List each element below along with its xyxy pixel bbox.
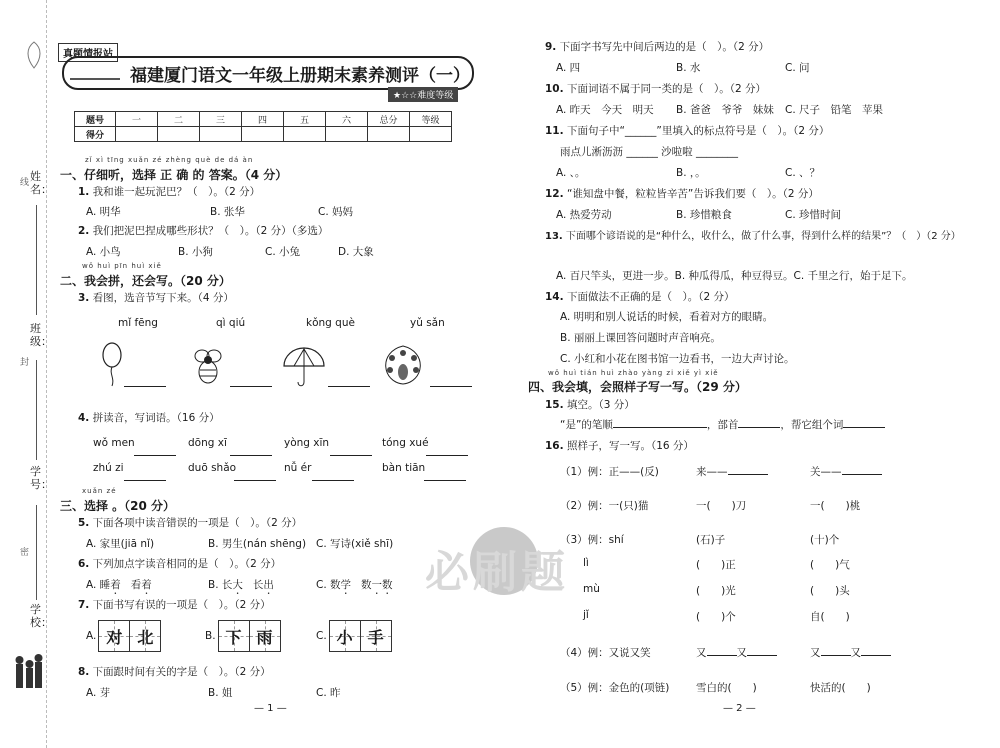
question-text: 下面做法不正确的是（ ）。（2 分） xyxy=(566,291,735,303)
grid-char: 下 xyxy=(225,627,242,647)
answer-blank[interactable] xyxy=(430,376,472,387)
score-cell: 题号 xyxy=(75,112,116,127)
class-label: 班级： xyxy=(30,322,52,348)
question-number: 14. xyxy=(545,291,564,303)
option-a[interactable]: A. 、。 xyxy=(556,167,586,179)
option-a[interactable]: A. 小鸟 xyxy=(86,246,121,258)
decorative-leaf-icon xyxy=(22,40,46,70)
grid-char: 北 xyxy=(137,627,154,647)
option-a[interactable]: A. 芽 xyxy=(86,687,111,699)
question-3 xyxy=(78,290,234,305)
option-c[interactable]: C. 小兔 xyxy=(265,246,301,258)
grid-char: 手 xyxy=(367,627,384,647)
name-label: 姓名： xyxy=(30,170,52,196)
sentence-line: 雨点儿淅沥沥 ______ 沙啦啦 ________ xyxy=(560,146,739,158)
score-cell: 二 xyxy=(158,112,200,127)
option-text: C. 数 xyxy=(316,579,341,591)
question-10 xyxy=(545,81,766,96)
score-cell: 总分 xyxy=(368,112,410,127)
pinyin-word: tóng xué xyxy=(382,437,429,449)
answer-blank[interactable] xyxy=(134,445,176,456)
answer-blank[interactable] xyxy=(842,464,882,475)
question-text: 下面哪个谚语说的是“种什么，收什么，做了什么事，得到什么样的结果”？（ ）（2 分） xyxy=(565,231,961,242)
tianzige-cell xyxy=(98,620,130,652)
example-item[interactable]: ( )光 xyxy=(696,585,736,597)
answer-blank[interactable] xyxy=(124,376,166,387)
question-12 xyxy=(545,186,819,201)
fill-text: “是”的笔顺 xyxy=(560,419,613,431)
question-number: 12. xyxy=(545,188,564,200)
grid-char: 小 xyxy=(336,627,353,647)
question-number: 15. xyxy=(545,399,564,411)
item-text: 来—— xyxy=(696,466,728,478)
watermark-text: 必刷题 xyxy=(425,547,569,598)
id-label: 学号： xyxy=(30,465,52,491)
question-number: 2. xyxy=(78,225,90,237)
example-label: （2）例：一(只)猫 xyxy=(560,500,649,512)
tianzige-cell xyxy=(360,620,392,652)
tianzige-cell xyxy=(329,620,361,652)
pinyin-label: lì xyxy=(583,557,589,569)
score-table-header-row xyxy=(75,112,452,127)
example-item[interactable]: 一( )刀 xyxy=(696,500,747,512)
example-item[interactable]: ( )头 xyxy=(810,585,850,597)
name-line xyxy=(36,205,37,315)
question-text: 我们把泥巴捏成哪些形状？（ ）。（2 分）（多选） xyxy=(92,225,329,237)
pinyin-word: dōng xī xyxy=(188,437,227,449)
example-label: （5）例：金色的(项链) xyxy=(560,682,670,694)
question-text: 下面字书写先中间后两边的是（ ）。（2 分） xyxy=(559,41,770,53)
page-title: 福建厦门语文一年级上册期末素养测评（一） xyxy=(130,65,470,86)
question-number: 8. xyxy=(78,666,90,678)
answer-blank[interactable] xyxy=(843,417,885,428)
bee-icon xyxy=(188,344,228,388)
answer-blank[interactable] xyxy=(747,645,777,656)
question-text: 填空。（3 分） xyxy=(566,399,635,411)
answer-blank[interactable] xyxy=(230,445,272,456)
option-b[interactable]: B. 姐 xyxy=(208,687,233,699)
question-text: 下面书写有误的一项是（ ）。（2 分） xyxy=(92,599,271,611)
option-b[interactable]: B. 水 xyxy=(676,62,701,74)
option-c[interactable]: C. 珍惜时间 xyxy=(785,209,842,221)
pinyin-word: yòng xīn xyxy=(284,437,330,449)
option-a[interactable] xyxy=(86,577,152,597)
question-number: 7. xyxy=(78,599,90,611)
option-label: A. xyxy=(86,630,97,642)
section2-heading: 二、我会拼，还会写。（20 分） xyxy=(60,274,231,288)
option-a-grid[interactable] xyxy=(86,620,161,652)
pinyin-label: jǐ xyxy=(583,609,589,621)
title-deco xyxy=(70,66,120,80)
option-b-grid[interactable] xyxy=(205,620,281,652)
dotted-char: 着 xyxy=(141,579,152,591)
score-cell: 四 xyxy=(242,112,284,127)
score-cell: 一 xyxy=(116,112,158,127)
umbrella-icon xyxy=(282,346,326,388)
pinyin-label: mù xyxy=(583,583,600,595)
score-input-cell[interactable] xyxy=(200,127,242,142)
syllable-option: kǒng què xyxy=(306,317,355,329)
tianzige-cell xyxy=(218,620,250,652)
question-14 xyxy=(545,289,734,304)
option-c[interactable]: C. 妈妈 xyxy=(318,206,354,218)
option-a[interactable]: A. 昨天 今天 明天 xyxy=(556,104,654,116)
question-number: 3. xyxy=(78,292,90,304)
example-item[interactable]: 雪白的( ) xyxy=(696,682,757,694)
balloon-icon xyxy=(100,342,124,388)
option-c[interactable]: C. 、？ xyxy=(785,167,821,179)
question-5 xyxy=(78,515,302,530)
item-text: 又 xyxy=(850,647,861,659)
answer-blank[interactable] xyxy=(707,645,737,656)
section3-heading: 三、选择 。（20 分） xyxy=(60,499,176,513)
fill-line xyxy=(560,417,885,432)
page-number-2: — 2 — xyxy=(723,703,756,714)
syllable-option: mǐ fēng xyxy=(118,317,158,329)
cut-mark-line: 线 xyxy=(20,178,30,188)
item-text: 关—— xyxy=(810,466,842,478)
option-text: 长 xyxy=(242,579,264,591)
question-text: 我和谁一起玩泥巴？（ ）。（2 分） xyxy=(92,186,261,198)
question-text: 下面跟时间有关的字是（ ）。（2 分） xyxy=(92,666,271,678)
option-b[interactable]: B. 男生(nán shēng) xyxy=(208,538,307,550)
answer-blank[interactable] xyxy=(613,417,707,428)
question-number: 16. xyxy=(545,440,564,452)
score-input-cell[interactable] xyxy=(410,127,452,142)
question-number: 5. xyxy=(78,517,90,529)
question-number: 1. xyxy=(78,186,90,198)
section4-heading: 四、我会填，会照样子写一写。（29 分） xyxy=(528,380,747,394)
option-b[interactable]: B. 丽丽上课回答问题时声音响亮。 xyxy=(560,332,721,344)
example-item: (石)子 xyxy=(696,534,726,546)
answer-blank[interactable] xyxy=(330,445,372,456)
grid-char: 雨 xyxy=(256,627,273,647)
option-d[interactable]: D. 大象 xyxy=(338,246,374,258)
dotted-char: 大 xyxy=(232,579,243,591)
option-c[interactable]: C. 昨 xyxy=(316,687,341,699)
example-item[interactable]: ( )正 xyxy=(696,559,736,571)
score-input-cell[interactable] xyxy=(284,127,326,142)
pinyin-word: bàn tiān xyxy=(382,462,426,474)
section1-heading: 一、仔细听，选择 正 确 的 答案。（4 分） xyxy=(60,168,288,182)
question-2 xyxy=(78,223,328,238)
answer-blank[interactable] xyxy=(728,464,768,475)
question-15 xyxy=(545,397,635,412)
options-line[interactable]: A. 百尺竿头，更进一步。B. 种瓜得瓜，种豆得豆。C. 千里之行，始于足下。 xyxy=(556,270,913,282)
question-number: 9. xyxy=(545,41,557,53)
question-text: 下列加点字读音相同的是（ ）。（2 分） xyxy=(92,558,282,570)
question-number: 13. xyxy=(545,231,563,242)
answer-blank[interactable] xyxy=(234,470,276,481)
peacock-icon xyxy=(378,342,428,388)
option-c[interactable]: C. 尺子 铅笔 苹果 xyxy=(785,104,884,116)
question-6 xyxy=(78,556,281,571)
score-input-cell[interactable] xyxy=(158,127,200,142)
example-item[interactable]: 一( )桃 xyxy=(810,500,861,512)
option-text: 数 xyxy=(351,579,372,591)
question-number: 11. xyxy=(545,125,564,137)
question-text: 看图，选音节写下来。（4 分） xyxy=(92,292,234,304)
dotted-char: 学 xyxy=(340,579,352,591)
example-label: （1）例：正——(反) xyxy=(560,466,659,478)
example-item[interactable]: ( )气 xyxy=(810,559,850,571)
syllable-option: yǔ sǎn xyxy=(410,317,445,329)
option-a[interactable]: A. 四 xyxy=(556,62,581,74)
option-c[interactable]: C. 写诗(xiě shī) xyxy=(316,538,394,550)
option-a[interactable]: A. 明明和别人说话的时候，看着对方的眼睛。 xyxy=(560,311,774,323)
pinyin-word: wǒ men xyxy=(93,437,135,449)
question-text: 下面各项中读音错误的一项是（ ）。（2 分） xyxy=(92,517,303,529)
pinyin-word: zhú zi xyxy=(93,462,124,474)
class-line xyxy=(36,360,37,460)
answer-blank[interactable] xyxy=(424,470,466,481)
example-item[interactable]: ( )个 xyxy=(696,611,736,623)
option-b[interactable] xyxy=(208,577,274,597)
question-text: “谁知盘中餐，粒粒皆辛苦”告诉我们要（ ）。（2 分） xyxy=(566,188,819,200)
pinyin-word: duō shǎo xyxy=(188,462,237,474)
dotted-char: 出 xyxy=(263,579,274,591)
option-a[interactable]: A. 家里(jiā nǐ) xyxy=(86,538,155,550)
question-4 xyxy=(78,410,220,425)
option-text: B. 长 xyxy=(208,579,233,591)
example-item: (十)个 xyxy=(810,534,840,546)
item-text: 又 xyxy=(696,647,707,659)
score-input-cell[interactable] xyxy=(368,127,410,142)
option-c-grid[interactable] xyxy=(316,620,392,652)
question-text: 下面词语不属于同一类的是（ ）。（2 分） xyxy=(566,83,766,95)
answer-blank[interactable] xyxy=(312,470,354,481)
answer-blank[interactable] xyxy=(124,470,166,481)
answer-blank[interactable] xyxy=(328,376,370,387)
dotted-char: 一数 xyxy=(371,579,393,591)
fill-text: ，帮它组个词 xyxy=(780,419,844,431)
exam-badge: 真题情报站 xyxy=(58,43,118,62)
answer-blank[interactable] xyxy=(230,376,272,387)
question-16 xyxy=(545,438,694,453)
score-input-cell[interactable] xyxy=(116,127,158,142)
question-7 xyxy=(78,597,271,612)
option-b[interactable]: B. 珍惜粮食 xyxy=(676,209,732,221)
example-item xyxy=(810,645,891,660)
option-b[interactable]: B. 小狗 xyxy=(178,246,213,258)
option-label: B. xyxy=(205,630,216,642)
section4-pinyin: wǒ huì tián huì zhào yàng zi xiě yì xiě xyxy=(548,369,719,377)
question-text: 下面句子中“______”里填入的标点符号是（ ）。（2 分） xyxy=(566,125,830,137)
school-label: 学校： xyxy=(30,603,52,629)
score-table xyxy=(74,111,452,142)
question-number: 10. xyxy=(545,83,564,95)
score-cell: 三 xyxy=(200,112,242,127)
option-c[interactable] xyxy=(316,577,393,597)
decorative-figures-icon xyxy=(14,650,44,690)
binding-margin xyxy=(0,0,52,748)
option-b[interactable]: B. ，。 xyxy=(676,167,706,179)
cut-mark-seal: 封 xyxy=(20,358,30,368)
item-text: 又 xyxy=(810,647,821,659)
option-c[interactable]: C. 问 xyxy=(785,62,810,74)
question-1 xyxy=(78,184,260,199)
difficulty-badge: ★☆☆难度等级 xyxy=(388,87,458,102)
answer-blank[interactable] xyxy=(861,645,891,656)
option-text: A. 睡 xyxy=(86,579,111,591)
section1-pinyin: zǐ xì tīng xuǎn zé zhèng què de dá àn xyxy=(85,156,254,164)
answer-blank[interactable] xyxy=(738,417,780,428)
example-label: （3）例：shí xyxy=(560,534,624,546)
cut-mark-secret: 密 xyxy=(20,548,30,558)
question-text: 拼读音，写词语。（16 分） xyxy=(92,412,220,424)
score-input-cell[interactable] xyxy=(326,127,368,142)
question-number: 6. xyxy=(78,558,90,570)
option-c[interactable]: C. 小红和小花在图书馆一边看书，一边大声讨论。 xyxy=(560,353,795,365)
option-text: 看 xyxy=(120,579,142,591)
example-item xyxy=(696,464,768,479)
example-item xyxy=(696,645,777,660)
answer-blank[interactable] xyxy=(426,445,468,456)
example-item[interactable]: 自( ) xyxy=(810,611,850,623)
score-cell: 五 xyxy=(284,112,326,127)
dotted-char: 着 xyxy=(110,579,121,591)
section3-pinyin: xuǎn zé xyxy=(82,487,117,495)
score-cell: 等级 xyxy=(410,112,452,127)
option-b[interactable]: B. 张华 xyxy=(210,206,245,218)
tianzige-cell xyxy=(249,620,281,652)
item-text: 又 xyxy=(736,647,747,659)
grid-char: 对 xyxy=(106,627,123,647)
example-label: （4）例：又说又笑 xyxy=(560,647,651,659)
score-input-cell[interactable] xyxy=(242,127,284,142)
pinyin-word: nǚ ér xyxy=(284,462,312,474)
question-number: 4. xyxy=(78,412,90,424)
example-item[interactable]: 快活的( ) xyxy=(810,682,871,694)
fill-text: ，部首 xyxy=(706,419,739,431)
score-cell: 六 xyxy=(326,112,368,127)
question-9 xyxy=(545,39,769,54)
answer-blank[interactable] xyxy=(821,645,851,656)
question-11 xyxy=(545,123,829,138)
tianzige-cell xyxy=(129,620,161,652)
question-text: 照样子，写一写。（16 分） xyxy=(566,440,694,452)
question-13 xyxy=(545,227,961,242)
example-item xyxy=(810,464,882,479)
section2-pinyin: wǒ huì pīn huì xiě xyxy=(82,262,162,270)
option-a[interactable]: A. 明华 xyxy=(86,206,121,218)
option-a[interactable]: A. 热爱劳动 xyxy=(556,209,612,221)
option-label: C. xyxy=(316,630,327,642)
score-cell: 得分 xyxy=(75,127,116,142)
title-banner xyxy=(62,56,474,90)
page-number-1: — 1 — xyxy=(254,703,287,714)
id-line xyxy=(36,505,37,600)
score-table-score-row xyxy=(75,127,452,142)
question-8 xyxy=(78,664,271,679)
option-b[interactable]: B. 爸爸 爷爷 妹妹 xyxy=(676,104,774,116)
syllable-option: qì qiú xyxy=(216,317,246,329)
